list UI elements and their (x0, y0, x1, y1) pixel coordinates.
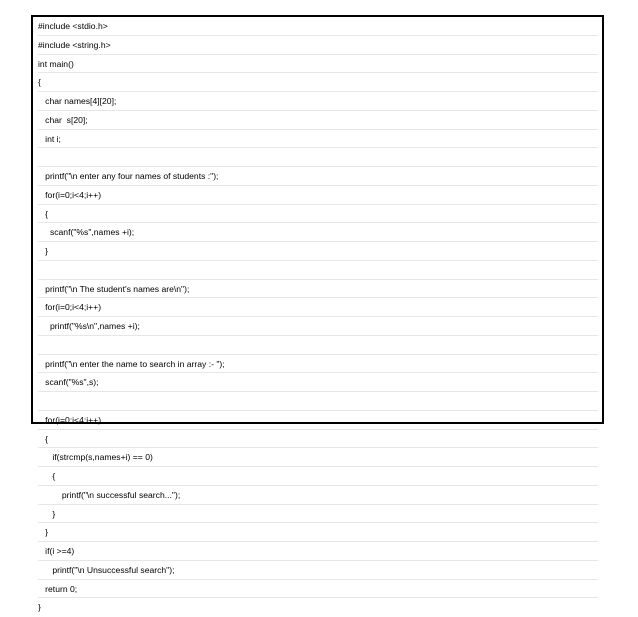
code-line: scanf("%s",names +i); (38, 223, 598, 242)
code-line: { (38, 430, 598, 449)
code-line: printf("%s\n",names +i); (38, 317, 598, 336)
code-line: int i; (38, 130, 598, 149)
code-line (38, 148, 598, 167)
code-line (38, 336, 598, 355)
code-listing (38, 17, 598, 617)
code-line: if(strcmp(s,names+i) == 0) (38, 448, 598, 467)
code-line: for(i=0;i<4;i++) (38, 411, 598, 430)
code-line: { (38, 467, 598, 486)
code-line: printf("\n enter the name to search in array :- "); (38, 355, 598, 374)
code-line: scanf("%s",s); (38, 373, 598, 392)
code-line: return 0; (38, 580, 598, 599)
code-line: int main() (38, 55, 598, 74)
code-line (38, 392, 598, 411)
code-line: for(i=0;i<4;i++) (38, 298, 598, 317)
code-line: if(i >=4) (38, 542, 598, 561)
code-line: } (38, 602, 41, 613)
code-line: #include <string.h> (38, 36, 598, 55)
code-line: printf("\n enter any four names of students :"); (38, 167, 598, 186)
code-line: char s[20]; (38, 111, 598, 130)
code-line: printf("\n The student's names are\n"); (38, 280, 598, 299)
code-line: printf("\n successful search..."); (38, 486, 598, 505)
code-line: } (38, 523, 598, 542)
code-line: printf("\n Unsuccessful search"); (38, 561, 598, 580)
code-line: { (38, 73, 598, 92)
code-line: } (38, 242, 598, 261)
code-line: { (38, 205, 598, 224)
code-line: char names[4][20]; (38, 92, 598, 111)
code-line: for(i=0;i<4;i++) (38, 186, 598, 205)
code-line: #include <stdio.h> (38, 17, 598, 36)
code-line (38, 261, 598, 280)
code-line: } (38, 505, 598, 524)
